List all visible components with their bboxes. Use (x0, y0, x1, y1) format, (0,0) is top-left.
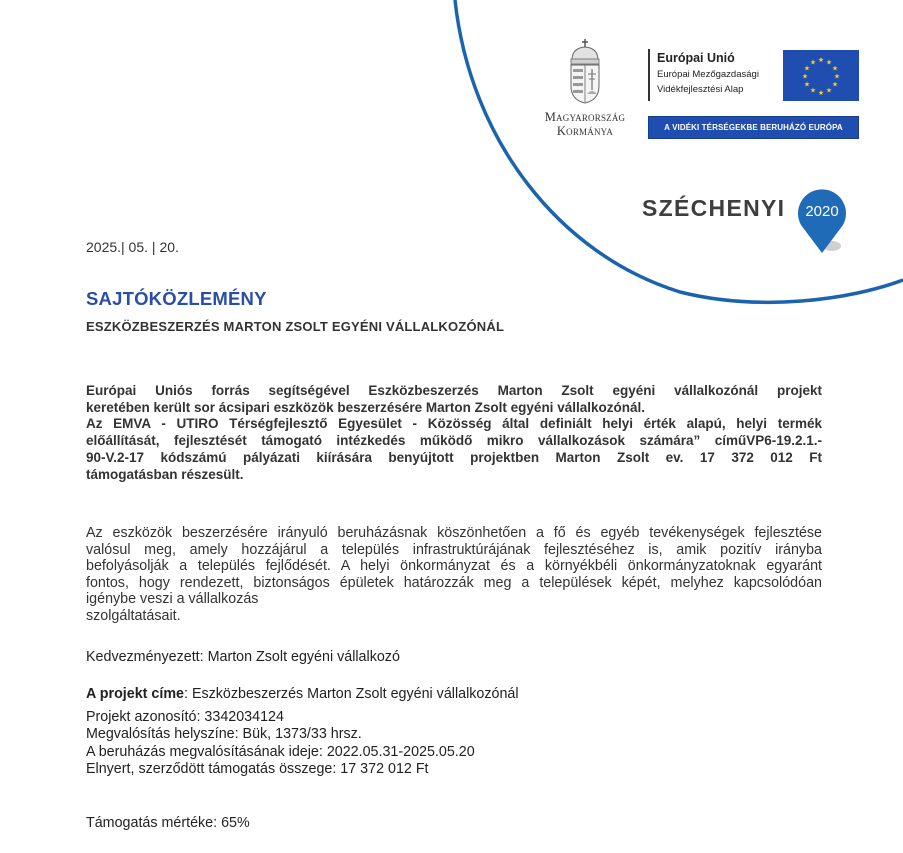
svg-text:★: ★ (817, 89, 825, 97)
svg-text:★: ★ (803, 64, 811, 73)
page-title: SAJTÓKÖZLEMÉNY (86, 288, 267, 309)
svg-text:★: ★ (809, 86, 817, 95)
intro-line: 90-V.2-17 kódszámú pályázati kiírására benyújtott projektben Marton Zsolt ev. 17 372 012 Ft (86, 449, 822, 465)
eu-fund-line1: Európai Mezőgazdasági (657, 69, 759, 80)
decorative-arc (0, 0, 903, 320)
szechenyi-year: 2020 (805, 203, 839, 220)
eu-divider (648, 49, 650, 101)
svg-text:★: ★ (825, 86, 833, 95)
grant-amount: Elnyert, szerződött támogatás összege: 17 372 012 Ft (86, 760, 429, 777)
eu-fund-line2: Vidékfejlesztési Alap (657, 84, 744, 95)
intro-line: keretében került sor ácsipari eszközök beszerzésére Marton Zsolt egyéni vállalkozónál. (86, 399, 645, 415)
government-logo (528, 38, 642, 138)
svg-text:★: ★ (817, 56, 825, 64)
map-pin-icon (792, 183, 852, 255)
body-paragraph (86, 525, 822, 625)
body-line: Az eszközök beszerzésére irányuló beruházásnak köszönhetően a fő és egyéb tevékenységek fejlesztése (86, 525, 822, 541)
svg-text:★: ★ (801, 72, 809, 81)
government-name-line1: Magyarország (544, 110, 626, 124)
body-line: befolyásolják a település fejlődését. A helyi önkormányzat és a környékbéli önkormányzatoknak egyaránt (86, 558, 822, 575)
page-subtitle: ESZKÖZBESZERZÉS MARTON ZSOLT EGYÉNI VÁLLALKOZÓNÁL (86, 319, 505, 334)
intro-line: előállítását, fejlesztését támogató intézkedés működő mikro vállalkozások számára” címűVP6-19.2.1.- (86, 433, 822, 449)
svg-text:★: ★ (825, 58, 833, 67)
intro-line: Európai Uniós forrás segítségével Eszközbeszerzés Marton Zsolt egyéni vállalkozónál projekt (86, 383, 822, 398)
body-line: igénybe veszi a vállalkozás (86, 591, 259, 608)
svg-text:★: ★ (831, 80, 839, 89)
project-title-value: : Eszközbeszerzés Marton Zsolt egyéni vállalkozónál (184, 686, 519, 702)
support-rate: Támogatás mértéke: 65% (86, 815, 250, 831)
eu-slogan-banner: A VIDÉKI TÉRSÉGEKBE BERUHÁZÓ EURÓPA (648, 116, 859, 139)
svg-text:★: ★ (809, 58, 817, 67)
intro-paragraph (86, 383, 822, 483)
project-title-row (86, 686, 519, 702)
project-details (86, 709, 475, 778)
svg-text:★: ★ (833, 72, 841, 81)
szechenyi-wordmark: SZÉCHENYI (642, 195, 786, 221)
intro-line: Az EMVA - UTIRO Térségfejlesztő Egyesület - Közösség által definiált helyi érték alapú, helyi termék (86, 416, 822, 432)
project-location: Megvalósítás helyszíne: Bük, 1373/33 hrsz. (86, 726, 362, 743)
project-id: Projekt azonosító: 3342034124 (86, 709, 284, 725)
svg-text:★: ★ (803, 80, 811, 89)
government-name-line2: Kormánya (556, 124, 614, 138)
eu-flag-icon (783, 50, 859, 101)
intro-line: támogatásban részesült. (86, 466, 244, 482)
hungarian-coat-of-arms-icon (567, 38, 603, 104)
release-date: 2025.| 05. | 20. (86, 239, 179, 255)
eu-title: Európai Unió (657, 51, 735, 65)
project-period: A beruházás megvalósításának ideje: 2022.05.31-2025.05.20 (86, 743, 475, 760)
body-line: fontos, hogy rendezett, biztonságos épületek határozzák meg a települések képét, melyhez kapcsolódóan (86, 574, 822, 591)
beneficiary: Kedvezményezett: Marton Zsolt egyéni vállalkozó (86, 649, 400, 665)
project-title-label: A projekt címe (86, 686, 184, 702)
body-line: szolgáltatásait. (86, 607, 181, 624)
body-line: valósul meg, amely hozzájárul a település infrastruktúrájának fejlesztéséhez is, amik pozitív irányba (86, 541, 822, 558)
svg-text:★: ★ (831, 64, 839, 73)
